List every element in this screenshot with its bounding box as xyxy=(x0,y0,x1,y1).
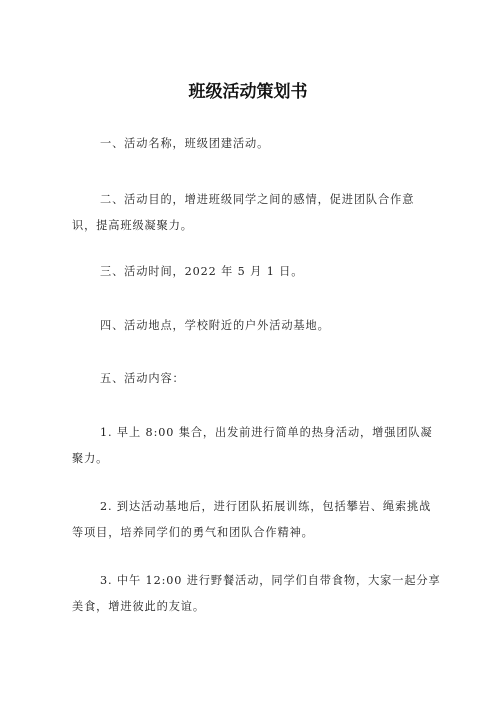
paragraph-activity-purpose: 二、活动目的，增进班级同学之间的感情，促进团队合作意识，提高班级凝聚力。 xyxy=(72,193,415,232)
list-item-line: 美食，增进彼此的友谊。 xyxy=(72,600,205,613)
list-item xyxy=(72,494,434,546)
document-title: 班级活动策划书 xyxy=(188,82,308,102)
list-item-line: 聚力。 xyxy=(72,452,109,465)
paragraph-activity-content-heading: 五、活动内容： xyxy=(100,372,185,385)
paragraph-activity-name: 一、活动名称，班级团建活动。 xyxy=(100,137,270,150)
list-item xyxy=(72,420,434,472)
list-item-line: 2. 到达活动基地后，进行团队拓展训练，包括攀岩、绳索挑战 xyxy=(100,500,432,513)
list-item xyxy=(72,568,441,620)
paragraph-activity-location: 四、活动地点，学校附近的户外活动基地。 xyxy=(100,319,330,332)
paragraph-activity-time: 三、活动时间，2022 年 5 月 1 日。 xyxy=(100,265,304,278)
list-item-line: 3. 中午 12:00 进行野餐活动，同学们自带食物，大家一起分享 xyxy=(100,574,441,587)
list-item-line: 1. 早上 8:00 集合，出发前进行简单的热身活动，增强团队凝 xyxy=(100,426,433,439)
list-item-line: 等项目，培养同学们的勇气和团队合作精神。 xyxy=(72,526,314,539)
